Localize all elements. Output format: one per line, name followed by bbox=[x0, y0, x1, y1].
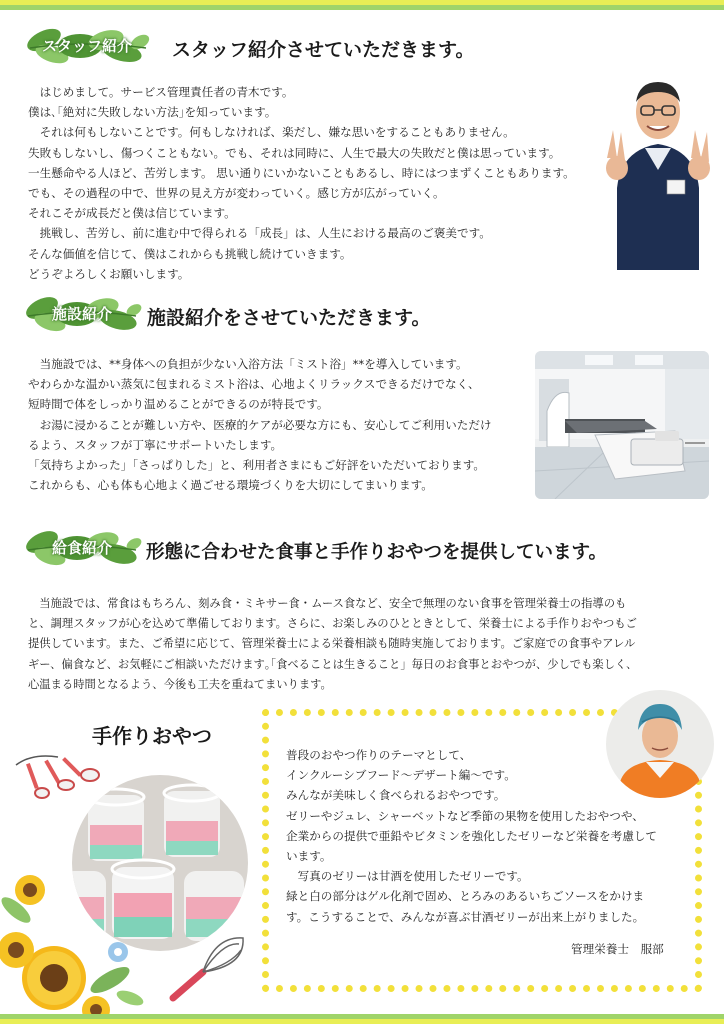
text-line: す。こうすることで、みんなが喜ぶ甘酒ゼリーが出来上がりました。 bbox=[286, 909, 645, 924]
text-line: 普段のおやつ作りのテーマとして、 bbox=[286, 748, 472, 762]
text-line: これからも、心も体も心地よく過ごせる環境づくりを大切にしてまいります。 bbox=[28, 478, 433, 493]
text-line: ギー、偏食など、お気軽にご相談いただけます｡｢食べることは生きること」毎日のお食事とおやつが、少しでも楽しく、 bbox=[28, 657, 638, 671]
text-line: お湯に浸かることが難しい方や、医療的ケアが必要な方にも、安心してご利用いただけ bbox=[28, 417, 492, 432]
facility-heading: 施設紹介をさせていただきます。 bbox=[147, 307, 431, 329]
facility-tag-label: 施設紹介 bbox=[51, 305, 112, 323]
text-line: 写真のゼリーは甘酒を使用したゼリーです。 bbox=[286, 869, 529, 884]
staff-tag-label: スタッフ紹介 bbox=[41, 37, 132, 55]
text-line: います。 bbox=[286, 849, 332, 864]
meal-text bbox=[28, 594, 637, 695]
mist-bath-photo bbox=[535, 351, 709, 499]
text-line: 挑戦し、苦労し、前に進む中で得られる「成長」は、人生における最高のご褒美です。 bbox=[28, 226, 491, 241]
snack-note-text bbox=[286, 745, 657, 927]
sunflower-decoration bbox=[0, 870, 145, 1014]
text-line: それこそが成長だと僕は信じています。 bbox=[28, 206, 236, 221]
text-line: でも、その過程の中で、世界の見え方が変わっていく。感じ方が広がっていく。 bbox=[28, 186, 445, 201]
text-line: 緑と白の部分はゲル化剤で固め、とろみのあるいちごソースをかけま bbox=[286, 889, 645, 904]
text-line: 僕は､｢絶対に失敗しない方法｣を知っています。 bbox=[28, 105, 277, 120]
facility-leaf-tag bbox=[22, 294, 142, 334]
staff-intro-text bbox=[28, 82, 575, 284]
staff-heading: スタッフ紹介させていただきます。 bbox=[172, 39, 475, 61]
meal-tag-label: 給食紹介 bbox=[51, 539, 112, 557]
measuring-spoons-illustration bbox=[12, 745, 102, 810]
bottom-border-stripe bbox=[0, 1014, 724, 1024]
text-line: 提供しています。また、ご希望に応じて、管理栄養士による栄養相談も随時実施しております。ご家庭での食事やアレル bbox=[28, 637, 636, 651]
text-line: ゼリーやジュレ、シャーベットなど季節の果物を使用したおやつや、 bbox=[286, 808, 644, 823]
text-line: 「気持ちよかった」「さっぱりした」と、利用者さまにもご好評をいただいております。 bbox=[28, 458, 486, 473]
staff-leaf-tag bbox=[22, 26, 152, 66]
text-line: 当施設では、**身体への負担が少ない入浴方法「ミスト浴」**を導入しています。 bbox=[28, 357, 468, 371]
text-line: どうぞよろしくお願いします。 bbox=[28, 266, 190, 281]
text-line: それは何もしないことです。何もしなければ、楽だし、嫌な思いをすることもありません。 bbox=[28, 125, 515, 140]
staff-photo bbox=[603, 70, 713, 270]
text-line: そんな価値を信じて、僕はこれからも挑戦し続けていきます。 bbox=[28, 246, 352, 261]
text-line: やわらかな温かい蒸気に包まれるミスト浴は、心地よくリラックスできるだけでなく、 bbox=[28, 377, 480, 392]
text-line: るよう、スタッフが丁寧にサポートいたします。 bbox=[28, 437, 283, 452]
text-line: 短時間で体をしっかり温めることができるのが特長です。 bbox=[28, 397, 329, 412]
text-line: と、調理スタッフが心を込めて準備しております。さらに、お楽しみのひとときとして、栄養士による手作りおやつもご bbox=[28, 617, 637, 631]
signature: 管理栄養士 服部 bbox=[571, 942, 664, 956]
facility-text bbox=[28, 354, 492, 495]
text-line: 当施設では、常食はもちろん、刻み食・ミキサー食・ムース食など、安全で無理のない食事を管理栄養士の指導のも bbox=[28, 597, 627, 610]
text-line: 失敗もしないし、傷つくこともない。でも、それは同時に、人生で最大の失敗だと僕は思っています。 bbox=[28, 145, 561, 160]
whisk-illustration bbox=[165, 928, 250, 1003]
text-line: 一生懸命やる人ほど、苦労します。 思い通りにいかないこともあるし、時にはつまずくこともあります。 bbox=[28, 165, 575, 180]
text-line: インクルーシブフード～デザート編～です。 bbox=[286, 768, 516, 783]
text-line: はじめまして。サービス管理責任者の青木です。 bbox=[28, 85, 294, 99]
top-border-stripe bbox=[0, 0, 724, 10]
meal-heading: 形態に合わせた食事と手作りおやつを提供しています。 bbox=[146, 542, 608, 563]
meal-leaf-tag bbox=[22, 528, 142, 568]
snack-title: 手作りおやつ bbox=[92, 724, 212, 748]
text-line: 企業からの提供で亜鉛やビタミンを強化したゼリーなど栄養を考慮して bbox=[286, 828, 658, 843]
text-line: みんなが美味しく食べられるおやつです。 bbox=[286, 788, 506, 803]
text-line: 心温まる時間となるよう、今後も工夫を重ねてまいります。 bbox=[28, 677, 332, 691]
